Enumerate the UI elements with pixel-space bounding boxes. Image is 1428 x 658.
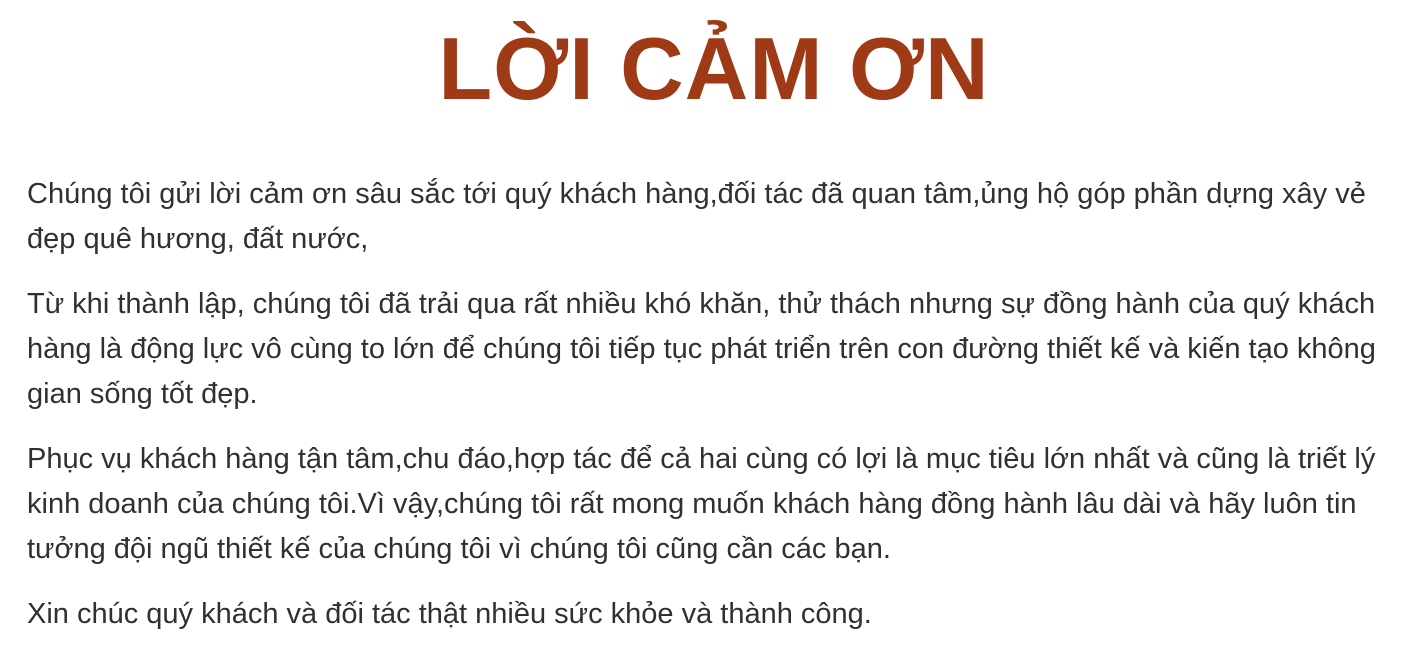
paragraph-journey: Từ khi thành lập, chúng tôi đã trải qua rất nhiều khó khăn, thử thách nhưng sự đồng hành của quý khách hàng là động lực vô cùng to lớn để chúng tôi tiếp tục phát triển trên con đường thiết kế và kiến tạo không gian sống tốt đẹp.: [27, 288, 1376, 410]
paragraph-gratitude: Chúng tôi gửi lời cảm ơn sâu sắc tới quý khách hàng,đối tác đã quan tâm,ủng hộ góp phần dựng xây vẻ đẹp quê hương, đất nước,: [27, 178, 1366, 255]
paragraph-philosophy: Phục vụ khách hàng tận tâm,chu đáo,hợp tác để cả hai cùng có lợi là mục tiêu lớn nhất và cũng là triết lý kinh doanh của chúng tôi.Vì vậy,chúng tôi rất mong muốn khách hàng đồng hành lâu dài và hãy luôn tin tưởng đội ngũ thiết kế của chúng tôi vì chúng tôi cũng cần các bạn.: [27, 443, 1376, 565]
closing-wish: Xin chúc quý khách và đối tác thật nhiều sức khỏe và thành công.: [27, 598, 872, 630]
page-title: LỜI CẢM ƠN: [438, 19, 990, 118]
thank-you-body: [27, 124, 1401, 637]
